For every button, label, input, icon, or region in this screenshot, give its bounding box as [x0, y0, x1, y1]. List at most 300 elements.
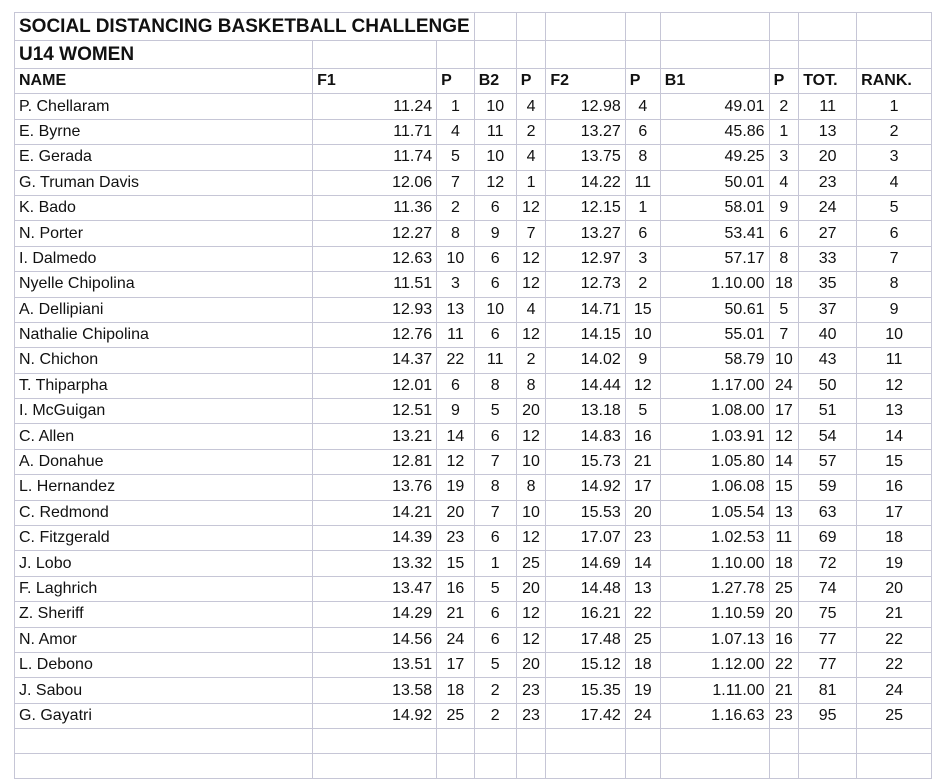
score-cell: 1.08.00 — [660, 399, 769, 424]
score-cell: 20 — [516, 652, 546, 677]
empty-cell — [516, 754, 546, 779]
score-cell: 5 — [625, 399, 660, 424]
score-cell: 9 — [769, 195, 799, 220]
score-cell: 50 — [799, 373, 857, 398]
score-cell: 23 — [437, 526, 475, 551]
score-cell: 2 — [474, 678, 516, 703]
score-cell: 22 — [769, 652, 799, 677]
score-cell: 3 — [437, 272, 475, 297]
score-cell: 6 — [474, 322, 516, 347]
score-cell: 3 — [857, 145, 932, 170]
score-cell: 23 — [769, 703, 799, 728]
score-cell: 77 — [799, 652, 857, 677]
score-cell: 12 — [516, 246, 546, 271]
score-cell: 4 — [625, 94, 660, 119]
score-cell: 6 — [857, 221, 932, 246]
score-cell: 18 — [437, 678, 475, 703]
score-cell: 11.51 — [313, 272, 437, 297]
score-cell: 10 — [474, 297, 516, 322]
score-cell: 14 — [857, 424, 932, 449]
score-cell: 16 — [857, 475, 932, 500]
table-row — [15, 297, 932, 322]
table-row — [15, 652, 932, 677]
score-cell: 6 — [474, 272, 516, 297]
table-row — [15, 449, 932, 474]
score-cell: 40 — [799, 322, 857, 347]
empty-cell — [313, 729, 437, 754]
score-cell: 19 — [857, 551, 932, 576]
score-cell: 7 — [474, 500, 516, 525]
score-cell: 14.15 — [546, 322, 625, 347]
score-cell: 77 — [799, 627, 857, 652]
score-cell: 35 — [799, 272, 857, 297]
empty-cell — [437, 754, 475, 779]
score-cell: 1.12.00 — [660, 652, 769, 677]
table-row — [15, 500, 932, 525]
player-name-cell: N. Chichon — [15, 348, 313, 373]
score-cell: 12 — [625, 373, 660, 398]
score-cell: 11.24 — [313, 94, 437, 119]
score-cell: 12 — [516, 424, 546, 449]
player-name-cell: G. Gayatri — [15, 703, 313, 728]
score-cell: 6 — [625, 119, 660, 144]
score-cell: 1.10.00 — [660, 551, 769, 576]
score-cell: 14.29 — [313, 602, 437, 627]
score-cell: 12.27 — [313, 221, 437, 246]
score-cell: 57 — [799, 449, 857, 474]
score-cell: 6 — [474, 526, 516, 551]
player-name-cell: F. Laghrich — [15, 576, 313, 601]
score-cell: 10 — [437, 246, 475, 271]
score-cell: 13.47 — [313, 576, 437, 601]
score-cell: 12 — [516, 526, 546, 551]
score-cell: 6 — [474, 627, 516, 652]
score-cell: 59 — [799, 475, 857, 500]
score-cell: 24 — [769, 373, 799, 398]
score-cell: 63 — [799, 500, 857, 525]
score-cell: 7 — [437, 170, 475, 195]
score-cell: 1 — [625, 195, 660, 220]
category-title: U14 WOMEN — [15, 41, 313, 69]
score-cell: 19 — [625, 678, 660, 703]
score-cell: 6 — [474, 246, 516, 271]
score-cell: 12.63 — [313, 246, 437, 271]
table-row — [15, 627, 932, 652]
score-cell: 20 — [516, 576, 546, 601]
score-cell: 12.81 — [313, 449, 437, 474]
score-cell: 20 — [516, 399, 546, 424]
table-row — [15, 373, 932, 398]
score-cell: 6 — [474, 424, 516, 449]
table-row — [15, 322, 932, 347]
score-cell: 1.06.08 — [660, 475, 769, 500]
score-cell: 7 — [857, 246, 932, 271]
player-name-cell: A. Donahue — [15, 449, 313, 474]
empty-cell — [799, 754, 857, 779]
score-cell: 1 — [474, 551, 516, 576]
score-cell: 21 — [437, 602, 475, 627]
player-name-cell: T. Thiparpha — [15, 373, 313, 398]
score-cell: 5 — [474, 576, 516, 601]
score-cell: 11 — [769, 526, 799, 551]
player-name-cell: E. Byrne — [15, 119, 313, 144]
score-cell: 24 — [857, 678, 932, 703]
table-row — [15, 399, 932, 424]
score-cell: 1.10.00 — [660, 272, 769, 297]
score-cell: 1.17.00 — [660, 373, 769, 398]
score-cell: 20 — [625, 500, 660, 525]
player-name-cell: Nyelle Chipolina — [15, 272, 313, 297]
score-cell: 15 — [625, 297, 660, 322]
score-cell: 50.01 — [660, 170, 769, 195]
score-cell: 18 — [769, 272, 799, 297]
score-cell: 22 — [437, 348, 475, 373]
score-cell: 14.44 — [546, 373, 625, 398]
score-cell: 16 — [625, 424, 660, 449]
score-cell: 5 — [474, 652, 516, 677]
score-cell: 13.27 — [546, 119, 625, 144]
score-cell: 14.02 — [546, 348, 625, 373]
score-cell: 11.74 — [313, 145, 437, 170]
score-cell: 43 — [799, 348, 857, 373]
empty-cell — [15, 729, 313, 754]
score-cell: 14.83 — [546, 424, 625, 449]
empty-cell — [857, 729, 932, 754]
score-cell: 1 — [437, 94, 475, 119]
score-cell: 9 — [474, 221, 516, 246]
score-cell: 13.76 — [313, 475, 437, 500]
score-cell: 11 — [857, 348, 932, 373]
score-cell: 17.07 — [546, 526, 625, 551]
score-cell: 11.36 — [313, 195, 437, 220]
table-row — [15, 551, 932, 576]
table-row — [15, 246, 932, 271]
score-cell: 2 — [516, 348, 546, 373]
player-name-cell: C. Allen — [15, 424, 313, 449]
score-cell: 10 — [857, 322, 932, 347]
empty-cell — [625, 729, 660, 754]
score-cell: 12 — [437, 449, 475, 474]
score-cell: 11 — [625, 170, 660, 195]
col-header-b1: B1 — [660, 69, 769, 94]
score-cell: 17 — [625, 475, 660, 500]
score-cell: 23 — [516, 703, 546, 728]
score-cell: 14.92 — [546, 475, 625, 500]
empty-cell — [857, 754, 932, 779]
score-cell: 21 — [857, 602, 932, 627]
score-cell: 33 — [799, 246, 857, 271]
empty-cell — [437, 729, 475, 754]
score-cell: 10 — [769, 348, 799, 373]
score-cell: 2 — [516, 119, 546, 144]
player-name-cell: C. Redmond — [15, 500, 313, 525]
table-row — [15, 94, 932, 119]
score-cell: 37 — [799, 297, 857, 322]
col-header-p1: P — [437, 69, 475, 94]
score-cell: 10 — [474, 145, 516, 170]
score-cell: 2 — [857, 119, 932, 144]
score-cell: 11.71 — [313, 119, 437, 144]
score-cell: 12.93 — [313, 297, 437, 322]
score-cell: 22 — [857, 627, 932, 652]
score-cell: 4 — [857, 170, 932, 195]
score-cell: 2 — [769, 94, 799, 119]
score-cell: 11 — [799, 94, 857, 119]
player-name-cell: L. Debono — [15, 652, 313, 677]
score-cell: 75 — [799, 602, 857, 627]
score-cell: 1 — [857, 94, 932, 119]
empty-cell — [546, 729, 625, 754]
score-cell: 12 — [516, 195, 546, 220]
score-cell: 17 — [857, 500, 932, 525]
table-row — [15, 272, 932, 297]
score-cell: 23 — [516, 678, 546, 703]
score-cell: 13 — [625, 576, 660, 601]
score-cell: 1.10.59 — [660, 602, 769, 627]
player-name-cell: L. Hernandez — [15, 475, 313, 500]
score-cell: 21 — [625, 449, 660, 474]
table-row — [15, 424, 932, 449]
score-cell: 14 — [437, 424, 475, 449]
score-cell: 11 — [437, 322, 475, 347]
score-cell: 2 — [625, 272, 660, 297]
player-name-cell: Nathalie Chipolina — [15, 322, 313, 347]
score-cell: 17 — [437, 652, 475, 677]
score-cell: 6 — [437, 373, 475, 398]
score-cell: 1.07.13 — [660, 627, 769, 652]
score-cell: 6 — [474, 195, 516, 220]
score-cell: 58.79 — [660, 348, 769, 373]
score-cell: 25 — [857, 703, 932, 728]
score-cell: 8 — [437, 221, 475, 246]
score-cell: 4 — [437, 119, 475, 144]
score-cell: 12.73 — [546, 272, 625, 297]
score-cell: 3 — [625, 246, 660, 271]
player-name-cell: K. Bado — [15, 195, 313, 220]
score-cell: 6 — [769, 221, 799, 246]
score-cell: 15 — [437, 551, 475, 576]
table-row — [15, 145, 932, 170]
col-header-p2: P — [516, 69, 546, 94]
score-cell: 53.41 — [660, 221, 769, 246]
score-cell: 1.27.78 — [660, 576, 769, 601]
score-cell: 12.98 — [546, 94, 625, 119]
score-cell: 11 — [474, 348, 516, 373]
score-cell: 51 — [799, 399, 857, 424]
empty-cell — [546, 754, 625, 779]
score-cell: 15 — [769, 475, 799, 500]
score-cell: 20 — [857, 576, 932, 601]
col-header-total: TOT. — [799, 69, 857, 94]
score-cell: 12 — [474, 170, 516, 195]
score-cell: 95 — [799, 703, 857, 728]
score-cell: 25 — [516, 551, 546, 576]
player-name-cell: P. Chellaram — [15, 94, 313, 119]
score-cell: 1.02.53 — [660, 526, 769, 551]
score-cell: 9 — [625, 348, 660, 373]
col-header-name: NAME — [15, 69, 313, 94]
empty-cell — [474, 729, 516, 754]
score-cell: 14.37 — [313, 348, 437, 373]
score-cell: 13.18 — [546, 399, 625, 424]
score-cell: 20 — [799, 145, 857, 170]
score-cell: 25 — [437, 703, 475, 728]
score-cell: 13.58 — [313, 678, 437, 703]
table-row — [15, 221, 932, 246]
score-cell: 15.35 — [546, 678, 625, 703]
score-cell: 8 — [857, 272, 932, 297]
score-cell: 23 — [799, 170, 857, 195]
table-row — [15, 170, 932, 195]
score-cell: 12.97 — [546, 246, 625, 271]
table-row — [15, 703, 932, 728]
col-header-f1: F1 — [313, 69, 437, 94]
score-cell: 15 — [857, 449, 932, 474]
score-cell: 17 — [769, 399, 799, 424]
score-cell: 16.21 — [546, 602, 625, 627]
table-row — [15, 576, 932, 601]
empty-row — [15, 729, 932, 754]
score-cell: 18 — [769, 551, 799, 576]
score-cell: 3 — [769, 145, 799, 170]
player-name-cell: A. Dellipiani — [15, 297, 313, 322]
score-cell: 6 — [474, 602, 516, 627]
score-cell: 7 — [769, 322, 799, 347]
score-cell: 12.51 — [313, 399, 437, 424]
empty-cell — [799, 729, 857, 754]
score-cell: 17.48 — [546, 627, 625, 652]
score-cell: 14.92 — [313, 703, 437, 728]
score-cell: 1.16.63 — [660, 703, 769, 728]
score-cell: 12.01 — [313, 373, 437, 398]
score-cell: 24 — [437, 627, 475, 652]
score-cell: 4 — [516, 145, 546, 170]
table-row — [15, 678, 932, 703]
score-cell: 1 — [769, 119, 799, 144]
col-header-f2: F2 — [546, 69, 625, 94]
empty-cell — [660, 754, 769, 779]
score-cell: 12 — [769, 424, 799, 449]
empty-cell — [625, 754, 660, 779]
score-cell: 74 — [799, 576, 857, 601]
score-cell: 12 — [516, 322, 546, 347]
score-cell: 12.76 — [313, 322, 437, 347]
score-cell: 5 — [474, 399, 516, 424]
score-cell: 7 — [516, 221, 546, 246]
score-cell: 18 — [857, 526, 932, 551]
score-cell: 20 — [437, 500, 475, 525]
score-cell: 16 — [769, 627, 799, 652]
score-cell: 6 — [625, 221, 660, 246]
score-cell: 27 — [799, 221, 857, 246]
score-cell: 14.56 — [313, 627, 437, 652]
table-row — [15, 348, 932, 373]
score-cell: 14.21 — [313, 500, 437, 525]
score-cell: 16 — [437, 576, 475, 601]
score-cell: 15.53 — [546, 500, 625, 525]
score-cell: 13.51 — [313, 652, 437, 677]
score-cell: 2 — [474, 703, 516, 728]
sheet-title: SOCIAL DISTANCING BASKETBALL CHALLENGE — [15, 13, 475, 41]
score-cell: 10 — [516, 449, 546, 474]
score-cell: 1 — [516, 170, 546, 195]
empty-cell — [474, 754, 516, 779]
score-cell: 13.21 — [313, 424, 437, 449]
score-cell: 13 — [857, 399, 932, 424]
score-cell: 49.01 — [660, 94, 769, 119]
score-cell: 14 — [769, 449, 799, 474]
empty-cell — [660, 729, 769, 754]
score-cell: 81 — [799, 678, 857, 703]
score-cell: 13 — [799, 119, 857, 144]
player-name-cell: I. Dalmedo — [15, 246, 313, 271]
empty-row — [15, 754, 932, 779]
score-cell: 50.61 — [660, 297, 769, 322]
player-name-cell: N. Amor — [15, 627, 313, 652]
score-cell: 12 — [516, 602, 546, 627]
score-cell: 4 — [516, 297, 546, 322]
score-cell: 13 — [437, 297, 475, 322]
col-header-p3: P — [625, 69, 660, 94]
header-row — [15, 69, 932, 94]
score-cell: 14 — [625, 551, 660, 576]
score-cell: 8 — [769, 246, 799, 271]
score-cell: 13.27 — [546, 221, 625, 246]
empty-cell — [516, 729, 546, 754]
player-name-cell: C. Fitzgerald — [15, 526, 313, 551]
col-header-p4: P — [769, 69, 799, 94]
empty-cell — [769, 754, 799, 779]
score-cell: 8 — [474, 475, 516, 500]
score-cell: 13.75 — [546, 145, 625, 170]
score-cell: 5 — [769, 297, 799, 322]
score-cell: 12 — [857, 373, 932, 398]
empty-cell — [313, 754, 437, 779]
score-cell: 55.01 — [660, 322, 769, 347]
score-cell: 14.48 — [546, 576, 625, 601]
score-cell: 25 — [625, 627, 660, 652]
score-cell: 12.15 — [546, 195, 625, 220]
score-cell: 18 — [625, 652, 660, 677]
score-cell: 9 — [437, 399, 475, 424]
score-cell: 11 — [474, 119, 516, 144]
score-cell: 23 — [625, 526, 660, 551]
score-cell: 72 — [799, 551, 857, 576]
score-cell: 21 — [769, 678, 799, 703]
score-cell: 22 — [625, 602, 660, 627]
score-cell: 1.05.80 — [660, 449, 769, 474]
score-cell: 10 — [625, 322, 660, 347]
score-cell: 17.42 — [546, 703, 625, 728]
col-header-rank: RANK. — [857, 69, 932, 94]
player-name-cell: E. Gerada — [15, 145, 313, 170]
table-row — [15, 195, 932, 220]
score-cell: 12 — [516, 272, 546, 297]
score-cell: 7 — [474, 449, 516, 474]
score-cell: 54 — [799, 424, 857, 449]
score-cell: 49.25 — [660, 145, 769, 170]
table-row — [15, 119, 932, 144]
score-cell: 1.11.00 — [660, 678, 769, 703]
score-cell: 13.32 — [313, 551, 437, 576]
score-cell: 20 — [769, 602, 799, 627]
score-cell: 15.12 — [546, 652, 625, 677]
score-cell: 5 — [857, 195, 932, 220]
score-cell: 9 — [857, 297, 932, 322]
player-name-cell: G. Truman Davis — [15, 170, 313, 195]
score-cell: 10 — [516, 500, 546, 525]
score-cell: 2 — [437, 195, 475, 220]
